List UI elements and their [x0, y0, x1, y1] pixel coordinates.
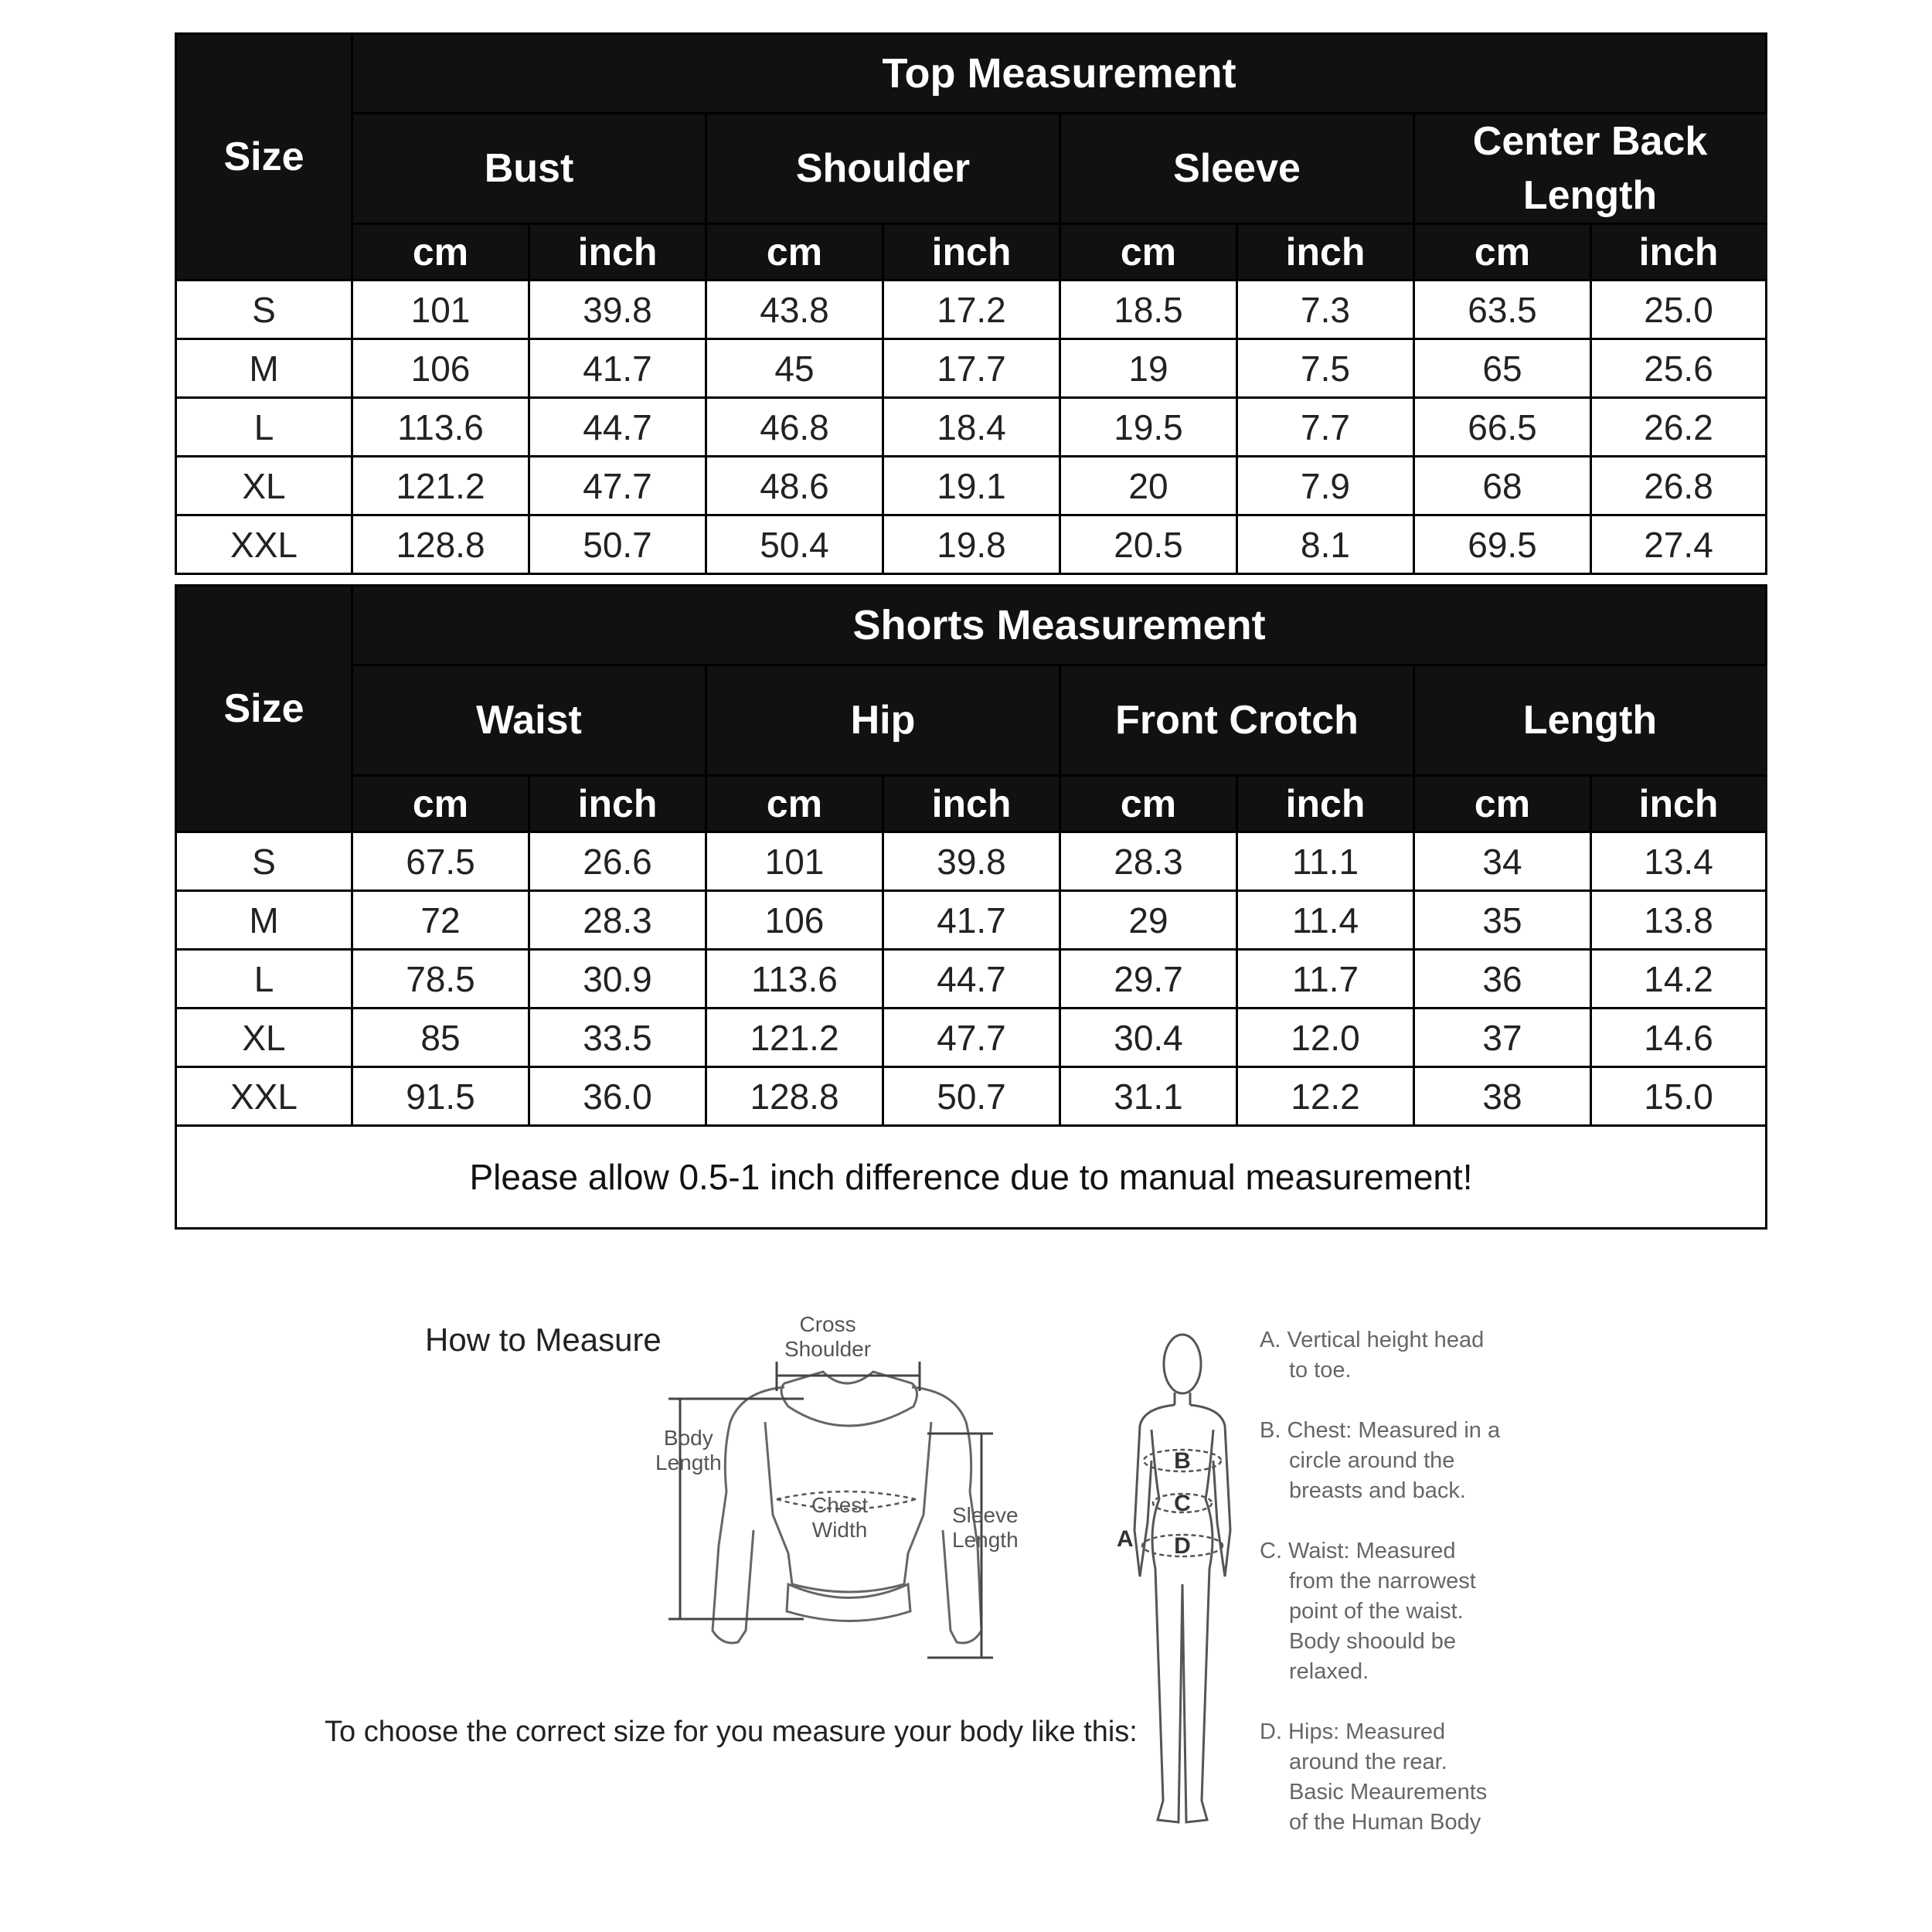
table-row	[176, 281, 1767, 339]
unit-header: cm	[352, 224, 529, 281]
label-line: Body	[663, 1426, 713, 1450]
group-header-waist: Waist	[352, 665, 706, 776]
group-header-shoulder: Shoulder	[706, 114, 1060, 224]
value-cell: 35	[1414, 891, 1591, 950]
value-cell: 30.4	[1060, 1009, 1237, 1067]
value-cell: 11.4	[1237, 891, 1414, 950]
legend-line: D. Hips: Measured	[1260, 1719, 1446, 1744]
value-cell: 19	[1060, 339, 1237, 398]
table-row	[176, 950, 1767, 1009]
legend-item	[1260, 1325, 1553, 1386]
body-letter-d: D	[1174, 1533, 1191, 1559]
legend-line: relaxed.	[1289, 1659, 1369, 1684]
body-left-arm	[1134, 1405, 1175, 1577]
value-cell: 28.3	[529, 891, 706, 950]
value-cell: 113.6	[352, 398, 529, 457]
table-title: Top Measurement	[352, 34, 1767, 114]
value-cell: 91.5	[352, 1067, 529, 1126]
value-cell: 8.1	[1237, 515, 1414, 574]
value-cell: 29.7	[1060, 950, 1237, 1009]
unit-header: cm	[1414, 776, 1591, 832]
value-cell: 78.5	[352, 950, 529, 1009]
table-row	[176, 1067, 1767, 1126]
value-cell: 33.5	[529, 1009, 706, 1067]
value-cell: 29	[1060, 891, 1237, 950]
body-letter-a: A	[1117, 1526, 1134, 1552]
body-letter-b: B	[1174, 1448, 1191, 1474]
group-header-front-crotch: Front Crotch	[1060, 665, 1414, 776]
value-cell: 26.8	[1591, 457, 1767, 515]
measurement-legend	[1260, 1325, 1553, 1868]
legend-line: from the narrowest	[1289, 1569, 1476, 1594]
value-cell: 121.2	[706, 1009, 883, 1067]
value-cell: 27.4	[1591, 515, 1767, 574]
value-cell: 85	[352, 1009, 529, 1067]
label-line: Chest	[811, 1493, 869, 1517]
value-cell: 37	[1414, 1009, 1591, 1067]
unit-header: inch	[1237, 224, 1414, 281]
group-header-hip: Hip	[706, 665, 1060, 776]
choose-size-instruction: To choose the correct size for you measure your body like this:	[325, 1716, 1138, 1748]
shorts-measurement-table	[175, 584, 1767, 1230]
value-cell: 13.8	[1591, 891, 1767, 950]
size-cell: L	[176, 950, 352, 1009]
how-to-measure-title: How to Measure	[425, 1321, 662, 1358]
table-row	[176, 339, 1767, 398]
value-cell: 68	[1414, 457, 1591, 515]
size-cell: M	[176, 339, 352, 398]
body-measure-diagram	[1113, 1321, 1252, 1847]
value-cell: 50.7	[883, 1067, 1060, 1126]
value-cell: 31.1	[1060, 1067, 1237, 1126]
legend-line: breasts and back.	[1289, 1478, 1466, 1503]
unit-header: inch	[529, 776, 706, 832]
value-cell: 7.7	[1237, 398, 1414, 457]
value-cell: 39.8	[529, 281, 706, 339]
size-cell: XXL	[176, 515, 352, 574]
value-cell: 45	[706, 339, 883, 398]
group-header-bust: Bust	[352, 114, 706, 224]
unit-header: cm	[1060, 224, 1237, 281]
shorts-table-body	[176, 832, 1767, 1126]
value-cell: 44.7	[529, 398, 706, 457]
label-line: Width	[811, 1518, 868, 1542]
value-cell: 36.0	[529, 1067, 706, 1126]
unit-header: inch	[529, 224, 706, 281]
value-cell: 19.1	[883, 457, 1060, 515]
how-to-measure-section	[0, 1306, 1932, 1893]
value-cell: 69.5	[1414, 515, 1591, 574]
value-cell: 12.2	[1237, 1067, 1414, 1126]
value-cell: 101	[352, 281, 529, 339]
body-length-label	[655, 1426, 722, 1475]
value-cell: 25.6	[1591, 339, 1767, 398]
value-cell: 19.5	[1060, 398, 1237, 457]
value-cell: 20	[1060, 457, 1237, 515]
body-right-arm	[1190, 1405, 1230, 1577]
value-cell: 13.4	[1591, 832, 1767, 891]
value-cell: 48.6	[706, 457, 883, 515]
sleeve-length-label	[952, 1503, 1019, 1553]
size-header: Size	[176, 586, 352, 832]
unit-header: cm	[1060, 776, 1237, 832]
body-letter-c: C	[1174, 1491, 1191, 1516]
value-cell: 128.8	[706, 1067, 883, 1126]
size-cell: M	[176, 891, 352, 950]
value-cell: 20.5	[1060, 515, 1237, 574]
table-row	[176, 398, 1767, 457]
table-row	[176, 891, 1767, 950]
value-cell: 38	[1414, 1067, 1591, 1126]
body-torso-legs	[1151, 1430, 1213, 1822]
value-cell: 50.7	[529, 515, 706, 574]
table-row	[176, 832, 1767, 891]
legend-line: of the Human Body	[1289, 1810, 1481, 1835]
value-cell: 18.5	[1060, 281, 1237, 339]
value-cell: 46.8	[706, 398, 883, 457]
legend-line: B. Chest: Measured in a	[1260, 1418, 1501, 1443]
label-line: Length	[655, 1451, 722, 1475]
top-measurement-table	[175, 32, 1767, 575]
group-header-center-back-length: Center Back Length	[1414, 114, 1767, 224]
size-header: Size	[176, 34, 352, 281]
legend-line: Body shoould be	[1289, 1629, 1457, 1654]
value-cell: 28.3	[1060, 832, 1237, 891]
value-cell: 50.4	[706, 515, 883, 574]
unit-header: cm	[706, 776, 883, 832]
unit-header: cm	[1414, 224, 1591, 281]
legend-line: point of the waist.	[1289, 1599, 1464, 1624]
value-cell: 44.7	[883, 950, 1060, 1009]
legend-line: circle around the	[1289, 1448, 1455, 1473]
label-line: Sleeve	[952, 1503, 1019, 1527]
value-cell: 17.7	[883, 339, 1060, 398]
value-cell: 12.0	[1237, 1009, 1414, 1067]
value-cell: 7.5	[1237, 339, 1414, 398]
legend-item	[1260, 1536, 1553, 1687]
measurement-note: Please allow 0.5-1 inch difference due to manual measurement!	[176, 1126, 1767, 1229]
value-cell: 11.7	[1237, 950, 1414, 1009]
value-cell: 41.7	[529, 339, 706, 398]
table-title: Shorts Measurement	[352, 586, 1767, 665]
value-cell: 66.5	[1414, 398, 1591, 457]
value-cell: 65	[1414, 339, 1591, 398]
value-cell: 19.8	[883, 515, 1060, 574]
value-cell: 67.5	[352, 832, 529, 891]
value-cell: 18.4	[883, 398, 1060, 457]
unit-header: inch	[1591, 224, 1767, 281]
value-cell: 128.8	[352, 515, 529, 574]
value-cell: 17.2	[883, 281, 1060, 339]
value-cell: 26.2	[1591, 398, 1767, 457]
value-cell: 106	[706, 891, 883, 950]
value-cell: 7.3	[1237, 281, 1414, 339]
unit-header: inch	[883, 224, 1060, 281]
value-cell: 101	[706, 832, 883, 891]
value-cell: 30.9	[529, 950, 706, 1009]
label-line: Shoulder	[784, 1337, 872, 1361]
legend-line: Basic Meaurements	[1289, 1780, 1488, 1804]
size-cell: XL	[176, 457, 352, 515]
legend-line: around the rear.	[1289, 1750, 1447, 1774]
value-cell: 72	[352, 891, 529, 950]
group-header-sleeve: Sleeve	[1060, 114, 1414, 224]
value-cell: 106	[352, 339, 529, 398]
value-cell: 39.8	[883, 832, 1060, 891]
size-cell: S	[176, 832, 352, 891]
value-cell: 121.2	[352, 457, 529, 515]
value-cell: 15.0	[1591, 1067, 1767, 1126]
value-cell: 63.5	[1414, 281, 1591, 339]
legend-line: A. Vertical height head	[1260, 1328, 1485, 1352]
body-head	[1164, 1335, 1201, 1393]
size-cell: S	[176, 281, 352, 339]
legend-item	[1260, 1717, 1553, 1838]
unit-header: cm	[352, 776, 529, 832]
value-cell: 36	[1414, 950, 1591, 1009]
legend-line: C. Waist: Measured	[1260, 1539, 1456, 1563]
value-cell: 47.7	[883, 1009, 1060, 1067]
size-cell: XXL	[176, 1067, 352, 1126]
shirt-hem	[787, 1584, 910, 1621]
value-cell: 14.2	[1591, 950, 1767, 1009]
value-cell: 11.1	[1237, 832, 1414, 891]
label-line: Length	[952, 1528, 1019, 1552]
value-cell: 113.6	[706, 950, 883, 1009]
value-cell: 47.7	[529, 457, 706, 515]
value-cell: 34	[1414, 832, 1591, 891]
legend-line: to toe.	[1289, 1358, 1352, 1383]
chest-width-label	[811, 1493, 868, 1543]
table-row	[176, 515, 1767, 574]
table-row	[176, 457, 1767, 515]
value-cell: 25.0	[1591, 281, 1767, 339]
size-cell: XL	[176, 1009, 352, 1067]
unit-header: inch	[1591, 776, 1767, 832]
top-table-body	[176, 281, 1767, 574]
label-line: Cross	[799, 1312, 856, 1336]
value-cell: 43.8	[706, 281, 883, 339]
value-cell: 41.7	[883, 891, 1060, 950]
cross-shoulder-label	[784, 1312, 871, 1362]
size-cell: L	[176, 398, 352, 457]
value-cell: 14.6	[1591, 1009, 1767, 1067]
value-cell: 26.6	[529, 832, 706, 891]
unit-header: cm	[706, 224, 883, 281]
table-row	[176, 1009, 1767, 1067]
legend-item	[1260, 1416, 1553, 1506]
group-header-length: Length	[1414, 665, 1767, 776]
unit-header: inch	[1237, 776, 1414, 832]
value-cell: 7.9	[1237, 457, 1414, 515]
unit-header: inch	[883, 776, 1060, 832]
